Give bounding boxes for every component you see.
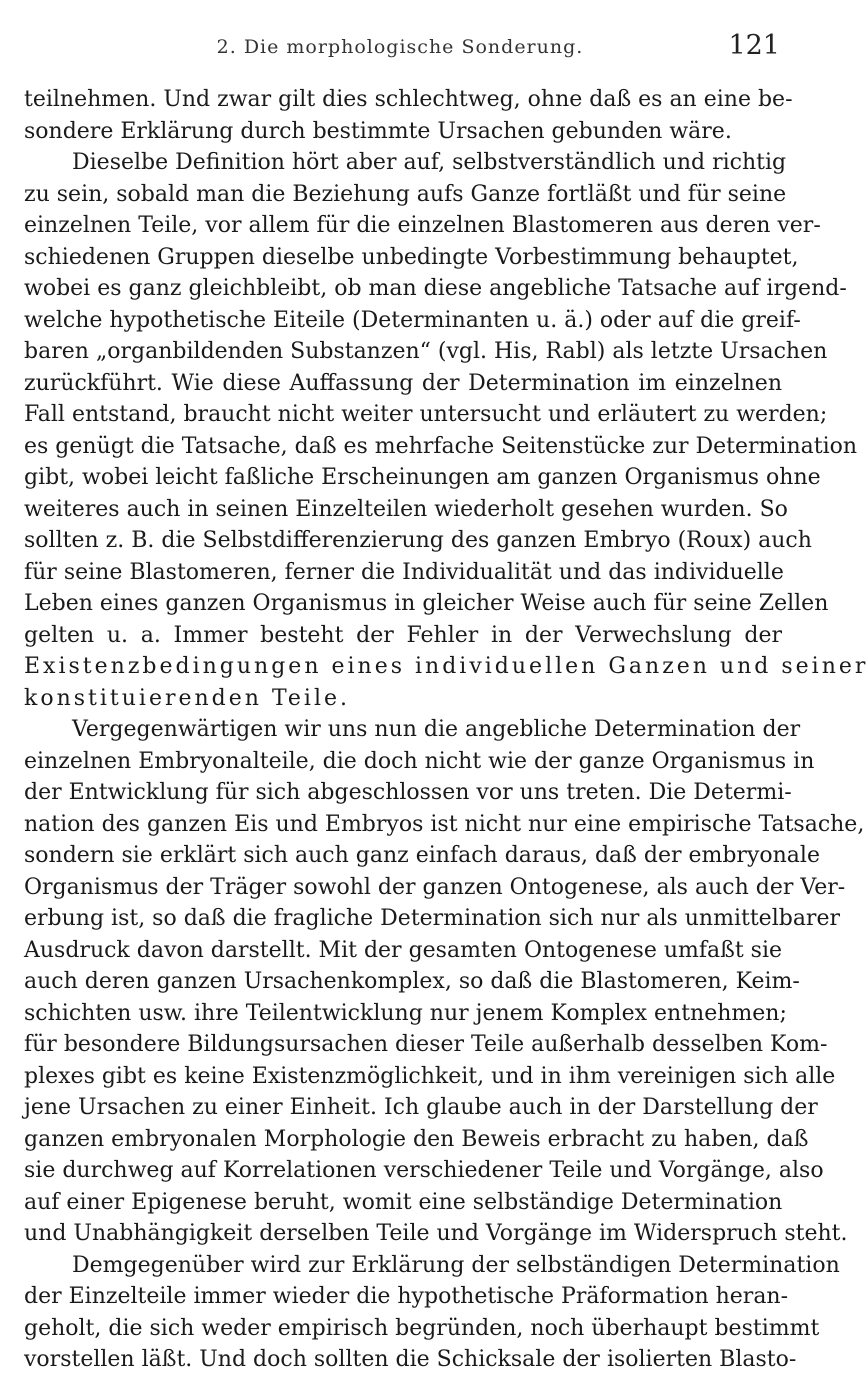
- text-line: zurückführt. Wie diese Auffassung der Determination im einzelnen: [24, 370, 782, 396]
- text-line: einzelnen Embryonalteile, die doch nicht wie der ganze Organismus in: [24, 748, 815, 774]
- paragraph-2: [24, 147, 868, 714]
- text-line: Fall entstand, braucht nicht weiter untersucht und erläutert zu werden;: [24, 402, 828, 427]
- text-line: zu sein, sobald man die Beziehung aufs Ganze fortläßt und für seine: [24, 181, 787, 207]
- text-line: schiedenen Gruppen dieselbe unbedingte Vorbestimmung behauptet,: [24, 244, 799, 270]
- text-line: welche hypothetische Eiteile (Determinanten u. ä.) oder auf die greif-: [24, 307, 801, 333]
- paragraph-4: [24, 1250, 840, 1376]
- text-line: der Einzelteile immer wieder die hypothetische Präformation heran-: [24, 1284, 789, 1309]
- text-line: für besondere Bildungsursachen dieser Teile außerhalb desselben Kom-: [24, 1032, 828, 1057]
- text-line: ganzen embryonalen Morphologie den Beweis erbracht zu haben, daß: [24, 1126, 809, 1152]
- text-line: geholt, die sich weder empirisch begründen, noch überhaupt bestimmt: [24, 1315, 820, 1341]
- running-title: 2. Die morphologische Sonderung.: [216, 36, 584, 58]
- text-line: Existenzbedingungen eines individuellen Ganzen und seiner: [24, 654, 868, 679]
- text-line: vorstellen läßt. Und doch sollten die Schicksale der isolierten Blasto-: [24, 1347, 797, 1372]
- text-line: jene Ursachen zu einer Einheit. Ich glaube auch in der Darstellung der: [24, 1095, 818, 1120]
- text-line: auch deren ganzen Ursachenkomplex, so daß die Blastomeren, Keim-: [24, 969, 800, 994]
- text-line: wobei es ganz gleichbleibt, ob man diese angebliche Tatsache auf irgend-: [24, 276, 847, 301]
- text-line: Leben eines ganzen Organismus in gleicher Weise auch für seine Zellen: [24, 591, 829, 616]
- text-line: für seine Blastomeren, ferner die Individualität und das individuelle: [24, 559, 784, 585]
- text-line: gibt, wobei leicht faßliche Erscheinungen am ganzen Organismus ohne: [24, 465, 821, 490]
- text-line: weiteres auch in seinen Einzelteilen wiederholt gesehen wurden. So: [24, 496, 788, 522]
- text-line: sie durchweg auf Korrelationen verschiedener Teile und Vorgänge, also: [24, 1158, 824, 1183]
- text-line: nation des ganzen Eis und Embryos ist nicht nur eine empirische Tatsache,: [24, 811, 865, 837]
- text-line: einzelnen Teile, vor allem für die einzelnen Blastomeren aus deren ver-: [24, 213, 821, 238]
- text-line: baren „organbildenden Substanzen“ (vgl. His, Rabl) als letzte Ursachen: [24, 339, 828, 364]
- body-text: [24, 84, 868, 1376]
- text-line: Dieselbe Definition hört aber auf, selbstverständlich und richtig: [72, 150, 787, 175]
- running-head: [0, 30, 800, 70]
- text-line: gelten u. a. Immer besteht der Fehler in der Verwechslung der: [24, 622, 782, 648]
- text-line: sondere Erklärung durch bestimmte Ursachen gebunden wäre.: [24, 118, 732, 144]
- text-line: sondern sie erklärt sich auch ganz einfach daraus, daß der embryonale: [24, 843, 820, 868]
- text-line: Ausdruck davon darstellt. Mit der gesamten Ontogenese umfaßt sie: [24, 937, 783, 963]
- text-line: es genügt die Tatsache, daß es mehrfache Seitenstücke zur Determination: [24, 433, 858, 459]
- text-line: schichten usw. ihre Teilentwicklung nur jenem Komplex entnehmen;: [24, 1000, 787, 1026]
- text-line: sollten z. B. die Selbstdifferenzierung des ganzen Embryo (Roux) auch: [24, 528, 812, 553]
- page-number: 121: [728, 30, 780, 61]
- text-line: Demgegenüber wird zur Erklärung der selbständigen Determination: [72, 1252, 840, 1278]
- text-line: Vergegenwärtigen wir uns nun die angebliche Determination der: [72, 717, 801, 742]
- paragraph-3: [24, 714, 865, 1250]
- text-line: auf einer Epigenese beruht, womit eine selbständige Determination: [24, 1189, 783, 1215]
- text-line: der Entwicklung für sich abgeschlossen vor uns treten. Die Determi-: [24, 780, 792, 805]
- text-line: erbung ist, so daß die fragliche Determination sich nur als unmittelbarer: [24, 906, 840, 931]
- text-line: Organismus der Träger sowohl der ganzen Ontogenese, als auch der Ver-: [24, 874, 846, 900]
- text-line: plexes gibt es keine Existenzmöglichkeit, und in ihm vereinigen sich alle: [24, 1063, 836, 1089]
- paragraph-1: [24, 84, 793, 147]
- text-line: und Unabhängigkeit derselben Teile und Vorgänge im Widerspruch steht.: [24, 1221, 848, 1246]
- text-line: konstituierenden Teile.: [24, 685, 351, 711]
- text-line: teilnehmen. Und zwar gilt dies schlechtweg, ohne daß es an eine be-: [24, 87, 793, 112]
